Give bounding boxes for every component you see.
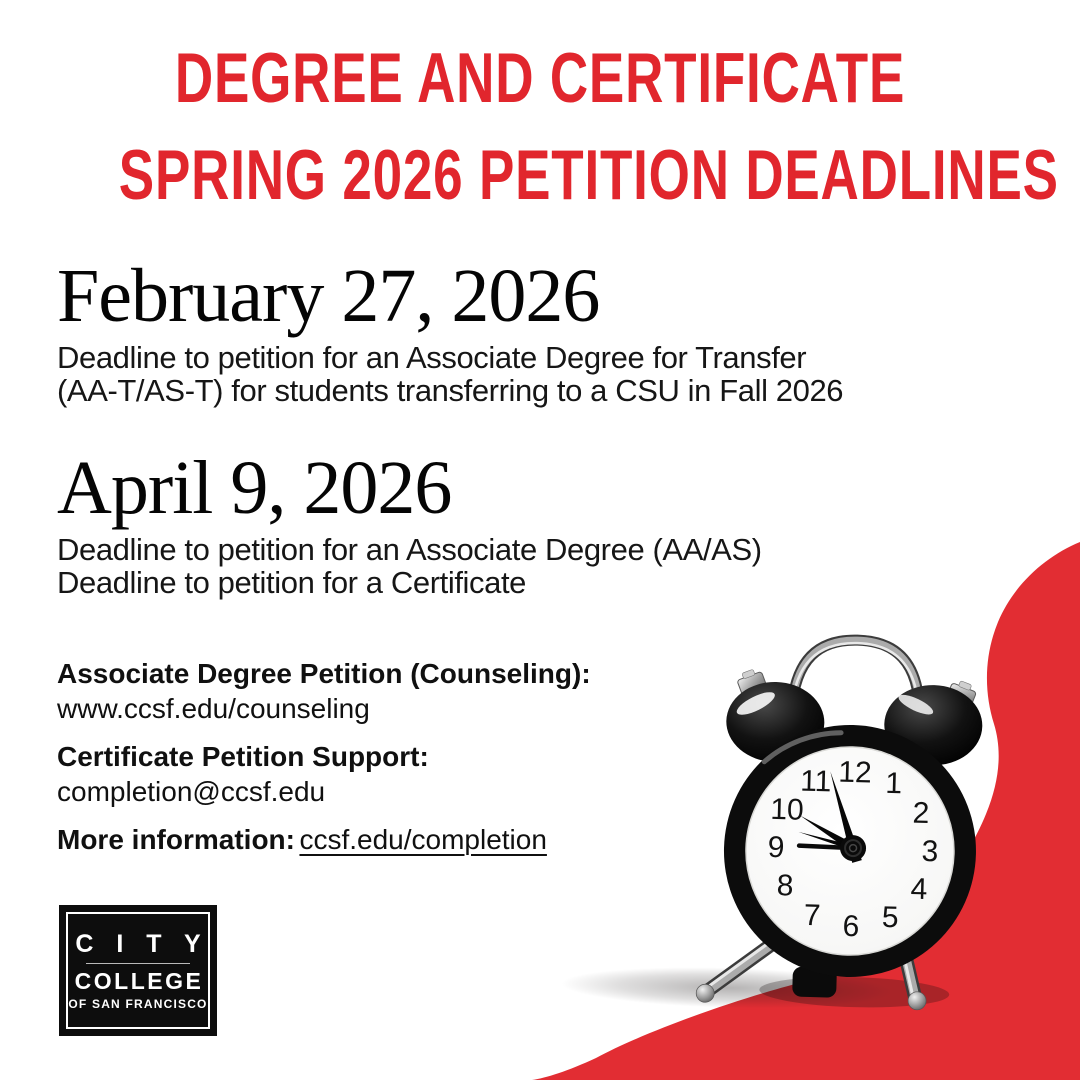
clock-numeral: 12 (837, 755, 873, 790)
deadline-desc-april (57, 533, 762, 599)
clock-numeral: 9 (767, 830, 785, 865)
ccsf-logo-city: C I T Y (75, 929, 209, 958)
contact-certificate (57, 739, 591, 809)
ccsf-logo-divider (86, 963, 190, 964)
contact-more-info-wrap (299, 824, 546, 855)
ccsf-logo (59, 905, 217, 1036)
deadline-date-april: April 9, 2026 (57, 446, 452, 530)
deadline-desc-february (57, 341, 843, 407)
contact-counseling-url: www.ccsf.edu/counseling (57, 693, 370, 724)
clock-numeral: 11 (799, 764, 832, 799)
clock-numeral: 2 (912, 796, 930, 831)
completion-link[interactable]: ccsf.edu/completion (299, 824, 547, 855)
ccsf-logo-college: COLLEGE (74, 967, 204, 994)
contact-certificate-email: completion@ccsf.edu (57, 776, 326, 807)
poster-title (0, 38, 1080, 215)
deadline-section-february (57, 254, 844, 408)
deadline-desc-february-line2: (AA-T/AS-T) for students transferring to a CSU in Fall 2026 (57, 373, 844, 408)
clock-numeral: 6 (842, 909, 860, 944)
contact-counseling (57, 656, 591, 726)
clock-numeral: 5 (881, 900, 900, 935)
deadline-desc-april-line1: Deadline to petition for an Associate Degree (AA/AS) (57, 532, 762, 567)
deadline-desc-february-line1: Deadline to petition for an Associate Degree for Transfer (57, 340, 807, 375)
clock-numeral: 4 (910, 872, 928, 907)
clock-numeral: 10 (769, 792, 805, 827)
deadline-date-february: February 27, 2026 (57, 254, 600, 338)
ccsf-logo-frame (66, 912, 210, 1029)
contact-more-info-label: More information: (57, 824, 295, 855)
clock-numeral: 7 (803, 898, 822, 933)
contact-info (57, 656, 591, 870)
title-line-1: DEGREE AND CERTIFICATE (174, 38, 906, 118)
contact-certificate-label: Certificate Petition Support: (57, 741, 429, 772)
clock-numeral: 8 (776, 869, 794, 903)
title-line-2: SPRING 2026 PETITION DEADLINES (118, 135, 1059, 215)
clock-numeral: 3 (921, 834, 939, 869)
contact-counseling-label: Associate Degree Petition (Counseling): (57, 658, 591, 689)
contact-more-info (57, 822, 591, 857)
ccsf-logo-of-san-francisco: OF SAN FRANCISCO (68, 996, 208, 1011)
deadline-desc-april-line2: Deadline to petition for a Certificate (57, 565, 527, 600)
clock-numeral: 1 (884, 766, 903, 801)
deadline-section-april (57, 446, 762, 600)
